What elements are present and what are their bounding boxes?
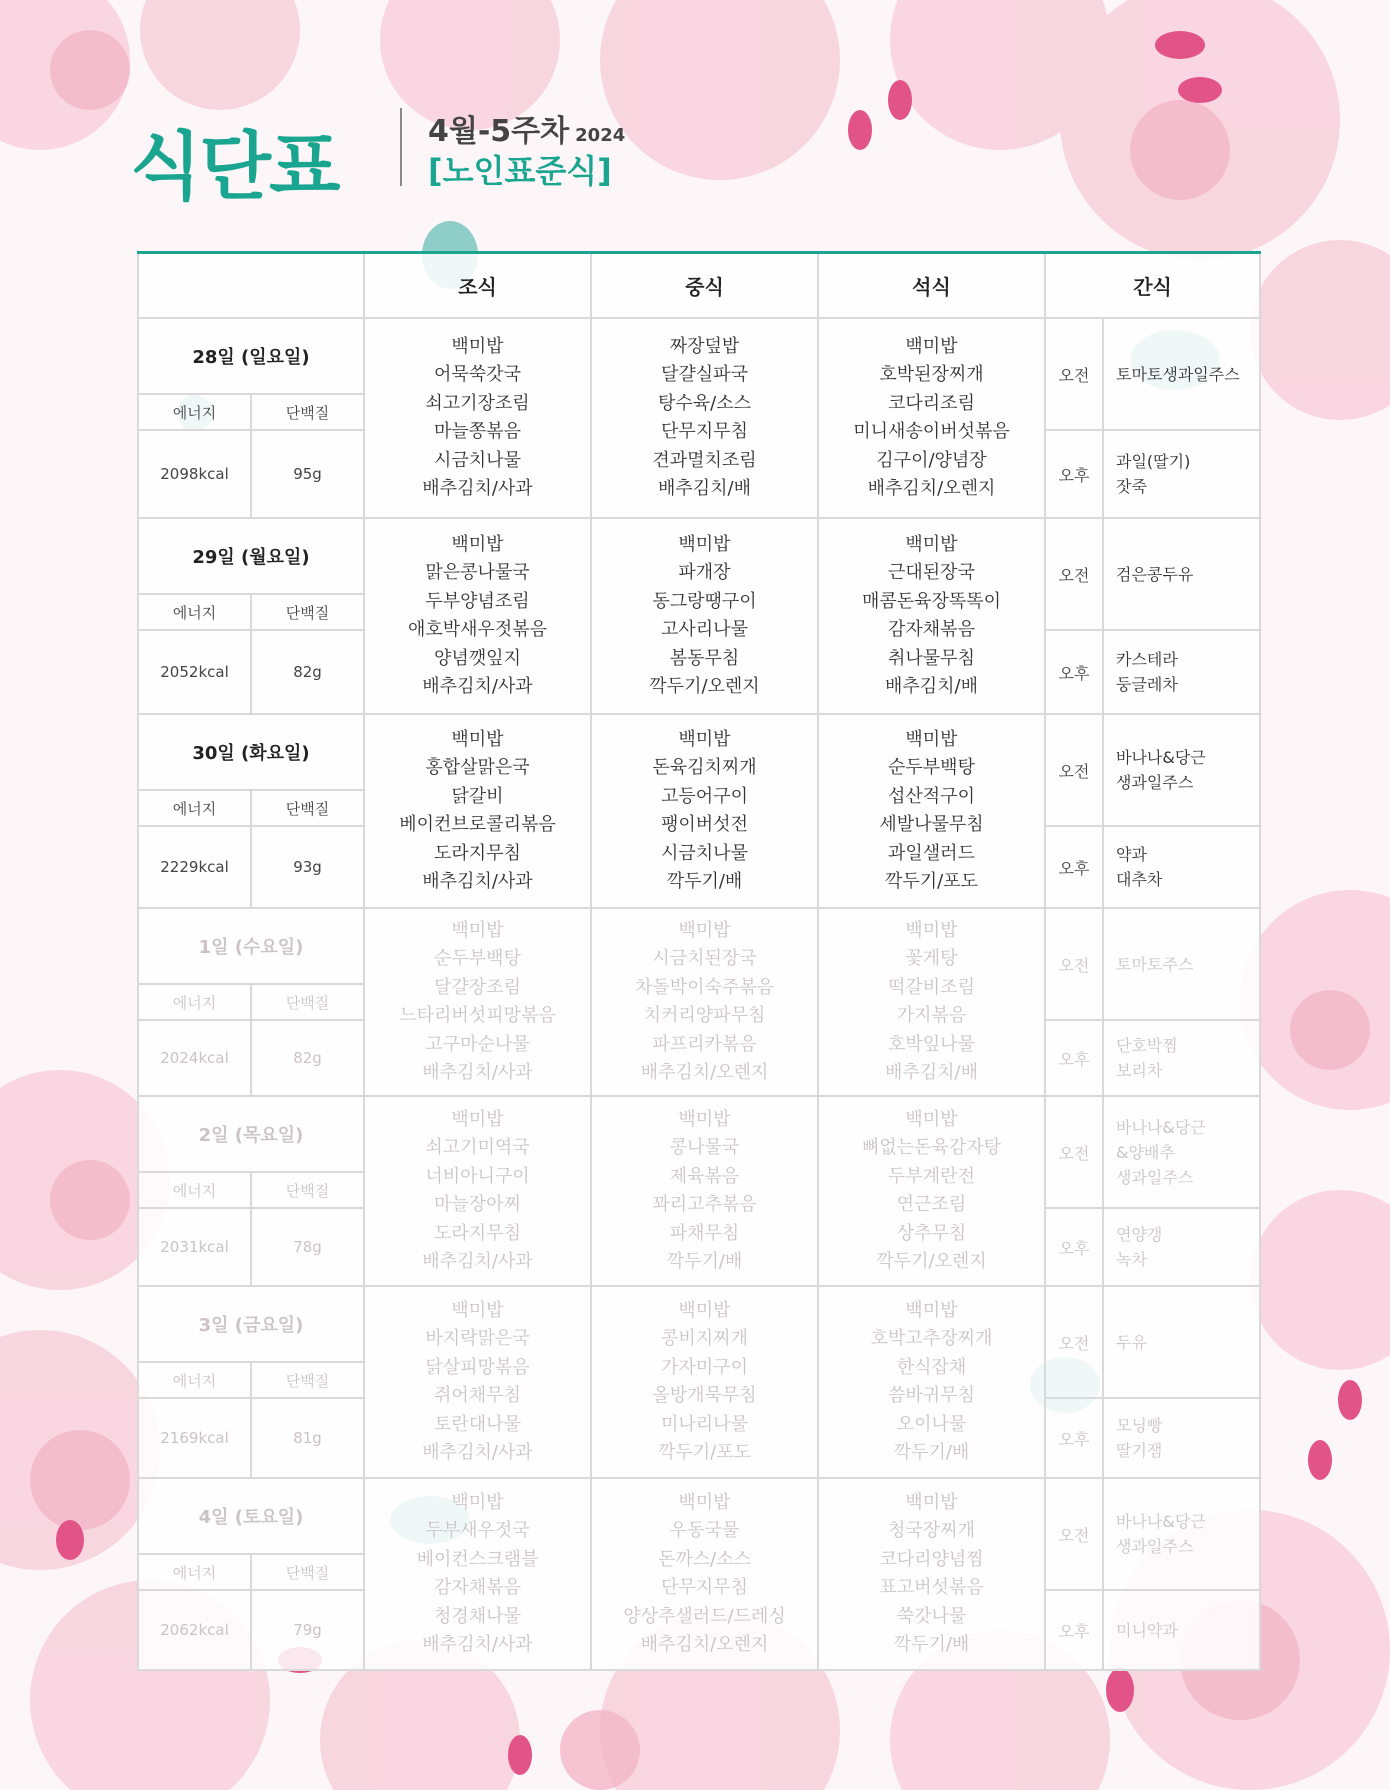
snack-am-label: 오전 [1045, 1478, 1103, 1590]
meal-item: 취나물무침 [888, 647, 975, 669]
meal-item: 어묵쑥갓국 [434, 364, 521, 385]
meal-item: 바지락맑은국 [425, 1328, 530, 1349]
snack-item: 검은콩두유 [1116, 564, 1194, 584]
menu-title-logo: 식단표 [130, 124, 339, 210]
meal-item: 호박된장찌개 [879, 364, 984, 385]
protein-value: 93g [251, 826, 364, 908]
snack-am-label: 오전 [1045, 318, 1103, 430]
meal-item: 백미밥 [905, 533, 958, 555]
meal-item: 가자미구이 [661, 1356, 748, 1378]
header-breakfast: 조식 [364, 253, 591, 319]
snack-item: 생과일주스 [1116, 773, 1194, 792]
day-date: 3일 (금요일) [138, 1286, 364, 1362]
snack-am-cell [1103, 1286, 1260, 1398]
snack-item: 생과일주스 [1116, 1167, 1194, 1187]
meal-item: 백미밥 [678, 728, 731, 750]
meal-item: 고구마순나물 [425, 1033, 530, 1055]
snack-item: 바나나&당근 [1116, 1512, 1206, 1531]
meal-item: 뼈없는돈육감자탕 [861, 1137, 1002, 1158]
meal-item: 백미밥 [451, 335, 504, 357]
dinner-cell [818, 1478, 1045, 1670]
meal-item: 두부계란전 [888, 1165, 975, 1187]
meal-item: 순두부백탕 [888, 757, 975, 778]
meal-item: 청국장찌개 [888, 1520, 975, 1541]
table-header-row [138, 253, 1260, 319]
meal-item: 배추김치/오렌지 [867, 478, 996, 499]
snack-pm-cell [1103, 1398, 1260, 1478]
meal-item: 양상추샐러드/드레싱 [623, 1605, 786, 1627]
meal-item: 봄동무침 [669, 647, 740, 669]
meal-item: 홍합살맑은국 [425, 757, 530, 778]
meal-item: 돈육김치찌개 [652, 757, 757, 778]
lunch-cell [591, 1478, 818, 1670]
meal-item: 깍두기/포도 [884, 871, 978, 892]
snack-pm-label: 오후 [1045, 1398, 1103, 1478]
energy-value: 2024kcal [138, 1020, 251, 1096]
meal-item: 양념깻잎지 [434, 647, 521, 669]
day-row [138, 1096, 1260, 1172]
snack-am-cell [1103, 714, 1260, 826]
day-row [138, 1478, 1260, 1554]
energy-value: 2229kcal [138, 826, 251, 908]
dinner-cell [818, 1286, 1045, 1478]
breakfast-cell [364, 518, 591, 714]
header-empty-cell [138, 253, 364, 319]
snack-am-label: 오전 [1045, 518, 1103, 630]
meal-item: 백미밥 [451, 1491, 504, 1513]
meal-item: 코다리양념찜 [879, 1548, 984, 1570]
meal-item: 매콤돈육장똑똑이 [861, 590, 1002, 612]
meal-item: 순두부백탕 [434, 948, 521, 969]
snack-pm-label: 오후 [1045, 1020, 1103, 1096]
snack-am-cell [1103, 518, 1260, 630]
protein-value: 95g [251, 430, 364, 518]
day-row [138, 318, 1260, 394]
protein-label: 단백질 [251, 984, 364, 1020]
snack-item: 잣죽 [1116, 477, 1147, 496]
snack-pm-label: 오후 [1045, 1208, 1103, 1286]
meal-item: 꽃게탕 [905, 948, 958, 969]
lunch-cell [591, 714, 818, 908]
lunch-cell [591, 318, 818, 518]
day-date: 30일 (화요일) [138, 714, 364, 790]
meal-item: 감자채볶음 [888, 619, 975, 640]
day-row [138, 908, 1260, 984]
meal-item: 배추김치/오렌지 [640, 1634, 769, 1655]
meal-item: 배추김치/사과 [422, 1442, 533, 1463]
meal-item: 쥐어채무침 [434, 1385, 521, 1406]
meal-item: 돈까스/소스 [657, 1548, 751, 1570]
snack-pm-label: 오후 [1045, 430, 1103, 518]
meal-item: 너비아니구이 [425, 1165, 530, 1187]
snack-item: 생과일주스 [1116, 1537, 1194, 1556]
lunch-cell [591, 1286, 818, 1478]
meal-item: 연근조림 [896, 1194, 967, 1215]
energy-value: 2031kcal [138, 1208, 251, 1286]
protein-value: 78g [251, 1208, 364, 1286]
meal-item: 표고버섯볶음 [879, 1577, 984, 1598]
energy-value: 2098kcal [138, 430, 251, 518]
snack-item: 두유 [1116, 1332, 1147, 1352]
meal-item: 파프리카볶음 [652, 1033, 757, 1055]
meal-item: 오이나물 [896, 1413, 967, 1435]
protein-value: 82g [251, 1020, 364, 1096]
energy-label: 에너지 [138, 790, 251, 826]
snack-item: 연양갱 [1116, 1225, 1163, 1244]
day-date: 1일 (수요일) [138, 908, 364, 984]
snack-pm-cell [1103, 630, 1260, 714]
meal-item: 깍두기/배 [893, 1442, 970, 1463]
meal-item: 닭갈비 [451, 785, 504, 807]
meal-item: 견과멸치조림 [652, 449, 757, 471]
snack-item: 둥글레차 [1116, 675, 1178, 694]
meal-item: 깍두기/배 [893, 1634, 970, 1655]
meal-item: 깍두기/오렌지 [876, 1251, 987, 1272]
day-date: 4일 (토요일) [138, 1478, 364, 1554]
meal-item: 꽈리고추볶음 [652, 1194, 757, 1215]
meal-item: 근대된장국 [888, 562, 975, 583]
meal-item: 배추김치/배 [884, 1062, 978, 1083]
meal-item: 백미밥 [451, 1108, 504, 1130]
meal-item: 깍두기/배 [666, 871, 743, 892]
header-dinner: 석식 [818, 253, 1045, 319]
snack-pm-cell [1103, 826, 1260, 908]
protein-label: 단백질 [251, 790, 364, 826]
day-row [138, 714, 1260, 790]
snack-am-label: 오전 [1045, 1096, 1103, 1208]
meal-item: 시금치나물 [661, 842, 748, 864]
snack-item: 모닝빵 [1116, 1416, 1163, 1435]
meal-item: 파채무침 [669, 1222, 740, 1244]
meal-item: 감자채볶음 [434, 1577, 521, 1598]
snack-am-label: 오전 [1045, 714, 1103, 826]
day-date: 28일 (일요일) [138, 318, 364, 394]
dinner-cell [818, 1096, 1045, 1286]
snack-item: 약과 [1116, 845, 1147, 864]
protein-value: 81g [251, 1398, 364, 1478]
meal-item: 백미밥 [905, 1108, 958, 1130]
meal-item: 배추김치/사과 [422, 1634, 533, 1655]
meal-item: 김구이/양념장 [876, 449, 987, 471]
meal-item: 마늘장아찌 [434, 1194, 521, 1215]
meal-item: 차돌박이숙주볶음 [634, 976, 775, 998]
energy-value: 2062kcal [138, 1590, 251, 1670]
snack-item: 보리차 [1116, 1061, 1163, 1080]
energy-label: 에너지 [138, 1362, 251, 1398]
meal-item: 배추김치/사과 [422, 1251, 533, 1272]
day-row [138, 1286, 1260, 1362]
meal-item: 맑은콩나물국 [425, 562, 530, 583]
lunch-cell [591, 1096, 818, 1286]
protein-label: 단백질 [251, 594, 364, 630]
meal-item: 백미밥 [451, 919, 504, 941]
meal-item: 도라지무침 [434, 842, 521, 864]
meal-item: 백미밥 [678, 1491, 731, 1513]
meal-item: 도라지무침 [434, 1222, 521, 1244]
meal-item: 콩비지찌개 [661, 1328, 748, 1349]
meal-item: 배추김치/배 [884, 676, 978, 697]
meal-item: 씀바귀무침 [888, 1385, 975, 1406]
energy-label: 에너지 [138, 1172, 251, 1208]
meal-item: 백미밥 [905, 335, 958, 357]
day-row [138, 518, 1260, 594]
meal-item: 닭살피망볶음 [425, 1356, 530, 1378]
snack-am-label: 오전 [1045, 908, 1103, 1020]
dinner-cell [818, 714, 1045, 908]
snack-pm-label: 오후 [1045, 826, 1103, 908]
meal-item: 호박고추장찌개 [870, 1328, 993, 1349]
snack-item: &양배추 [1116, 1142, 1175, 1162]
meal-item: 백미밥 [905, 919, 958, 941]
dinner-cell [818, 518, 1045, 714]
snack-item: 토마토주스 [1116, 954, 1194, 974]
day-date: 2일 (목요일) [138, 1096, 364, 1172]
meal-item: 백미밥 [905, 1299, 958, 1321]
protein-label: 단백질 [251, 394, 364, 430]
snack-item: 미니약과 [1116, 1620, 1178, 1640]
meal-item: 올방개묵무침 [652, 1385, 757, 1406]
meal-item: 파개장 [678, 562, 731, 583]
meal-item: 마늘쫑볶음 [434, 421, 521, 442]
meal-item: 쇠고기장조림 [425, 392, 530, 414]
snack-am-label: 오전 [1045, 1286, 1103, 1398]
meal-item: 단무지무침 [661, 421, 748, 442]
meal-item: 백미밥 [678, 919, 731, 941]
lunch-cell [591, 908, 818, 1096]
meal-item: 베이컨스크램블 [416, 1548, 539, 1570]
snack-item: 바나나&당근 [1116, 1117, 1206, 1137]
energy-label: 에너지 [138, 984, 251, 1020]
breakfast-cell [364, 908, 591, 1096]
header-lunch: 중식 [591, 253, 818, 319]
meal-item: 콩나물국 [669, 1137, 740, 1158]
meal-item: 동그랑땡구이 [652, 590, 757, 612]
meal-item: 토란대나물 [434, 1413, 521, 1435]
header-divider [400, 108, 402, 186]
meal-item: 달걀장조림 [434, 976, 521, 998]
snack-pm-cell [1103, 1208, 1260, 1286]
meal-item: 시금치된장국 [652, 948, 757, 969]
breakfast-cell [364, 1286, 591, 1478]
meal-item: 시금치나물 [434, 449, 521, 471]
meal-item: 우동국물 [669, 1520, 740, 1541]
snack-item: 바나나&당근 [1116, 748, 1206, 767]
meal-item: 고사리나물 [661, 619, 748, 640]
protein-label: 단백질 [251, 1172, 364, 1208]
meal-item: 배추김치/사과 [422, 1062, 533, 1083]
breakfast-cell [364, 318, 591, 518]
protein-label: 단백질 [251, 1554, 364, 1590]
meal-item: 백미밥 [451, 1299, 504, 1321]
protein-value: 82g [251, 630, 364, 714]
meal-item: 깍두기/배 [666, 1251, 743, 1272]
energy-value: 2169kcal [138, 1398, 251, 1478]
meal-item: 백미밥 [905, 1491, 958, 1513]
weekly-menu-table [137, 251, 1261, 1671]
meal-item: 청경채나물 [434, 1605, 521, 1627]
energy-value: 2052kcal [138, 630, 251, 714]
meal-item: 백미밥 [451, 533, 504, 555]
meal-item: 베이컨브로콜리볶음 [399, 814, 556, 835]
day-date: 29일 (월요일) [138, 518, 364, 594]
meal-item: 가지볶음 [896, 1005, 967, 1026]
meal-item: 백미밥 [905, 728, 958, 750]
snack-pm-cell [1103, 1020, 1260, 1096]
meal-item: 배추김치/사과 [422, 478, 533, 499]
snack-am-cell [1103, 1478, 1260, 1590]
breakfast-cell [364, 714, 591, 908]
meal-item: 미니새송이버섯볶음 [853, 421, 1010, 442]
meal-item: 애호박새우젓볶음 [407, 619, 548, 640]
snack-item: 토마토생과일주스 [1116, 364, 1240, 384]
meal-item: 한식잡채 [896, 1356, 967, 1378]
meal-item: 짜장덮밥 [669, 335, 740, 357]
meal-item: 두부새우젓국 [425, 1520, 530, 1541]
meal-item: 달걀실파국 [661, 364, 748, 385]
week-text: 4월-5주차 [428, 114, 570, 149]
meal-item: 쇠고기미역국 [425, 1137, 530, 1158]
snack-am-cell [1103, 908, 1260, 1020]
protein-label: 단백질 [251, 1362, 364, 1398]
meal-item: 배추김치/사과 [422, 676, 533, 697]
meal-item: 쑥갓나물 [896, 1605, 967, 1627]
meal-item: 상추무침 [896, 1222, 967, 1244]
meal-item: 호박잎나물 [888, 1033, 975, 1055]
meal-item: 백미밥 [678, 1299, 731, 1321]
energy-label: 에너지 [138, 1554, 251, 1590]
snack-pm-label: 오후 [1045, 1590, 1103, 1670]
meal-item: 팽이버섯전 [661, 814, 748, 835]
snack-item: 단호박찜 [1116, 1036, 1178, 1055]
meal-item: 두부양념조림 [425, 590, 530, 612]
meal-item: 단무지무침 [661, 1577, 748, 1598]
meal-item: 치커리양파무침 [643, 1005, 766, 1026]
menu-body [138, 318, 1260, 1670]
protein-value: 79g [251, 1590, 364, 1670]
year-text: 2024 [575, 125, 626, 146]
meal-item: 느타리버섯피망볶음 [399, 1005, 556, 1026]
snack-pm-label: 오후 [1045, 630, 1103, 714]
breakfast-cell [364, 1478, 591, 1670]
energy-label: 에너지 [138, 394, 251, 430]
meal-item: 과일샐러드 [888, 842, 975, 864]
meal-item: 백미밥 [678, 1108, 731, 1130]
meal-item: 배추김치/배 [657, 478, 751, 499]
meal-item: 백미밥 [678, 533, 731, 555]
meal-item: 깍두기/오렌지 [649, 676, 760, 697]
meal-item: 미나리나물 [661, 1413, 748, 1435]
lunch-cell [591, 518, 818, 714]
meal-item: 탕수육/소스 [657, 392, 751, 414]
dinner-cell [818, 908, 1045, 1096]
snack-pm-cell [1103, 430, 1260, 518]
week-label [428, 106, 625, 150]
meal-item: 배추김치/사과 [422, 871, 533, 892]
breakfast-cell [364, 1096, 591, 1286]
snack-item: 카스테라 [1116, 650, 1178, 669]
snack-am-cell [1103, 1096, 1260, 1208]
meal-item: 깍두기/포도 [657, 1442, 751, 1463]
header-snack: 간식 [1045, 253, 1260, 319]
meal-item: 제육볶음 [669, 1165, 740, 1187]
energy-label: 에너지 [138, 594, 251, 630]
snack-item: 딸기잼 [1116, 1441, 1163, 1460]
diet-type-label: [노인표준식] [428, 152, 612, 190]
snack-pm-cell [1103, 1590, 1260, 1670]
meal-item: 배추김치/오렌지 [640, 1062, 769, 1083]
snack-item: 녹차 [1116, 1250, 1147, 1269]
meal-item: 고등어구이 [661, 785, 748, 807]
meal-item: 세발나물무침 [879, 814, 984, 835]
meal-item: 섭산적구이 [888, 785, 975, 807]
snack-am-cell [1103, 318, 1260, 430]
meal-item: 백미밥 [451, 728, 504, 750]
snack-item: 대추차 [1116, 870, 1163, 889]
snack-item: 과일(딸기) [1116, 452, 1191, 471]
dinner-cell [818, 318, 1045, 518]
meal-item: 떡갈비조림 [888, 976, 975, 998]
meal-item: 코다리조림 [888, 392, 975, 414]
